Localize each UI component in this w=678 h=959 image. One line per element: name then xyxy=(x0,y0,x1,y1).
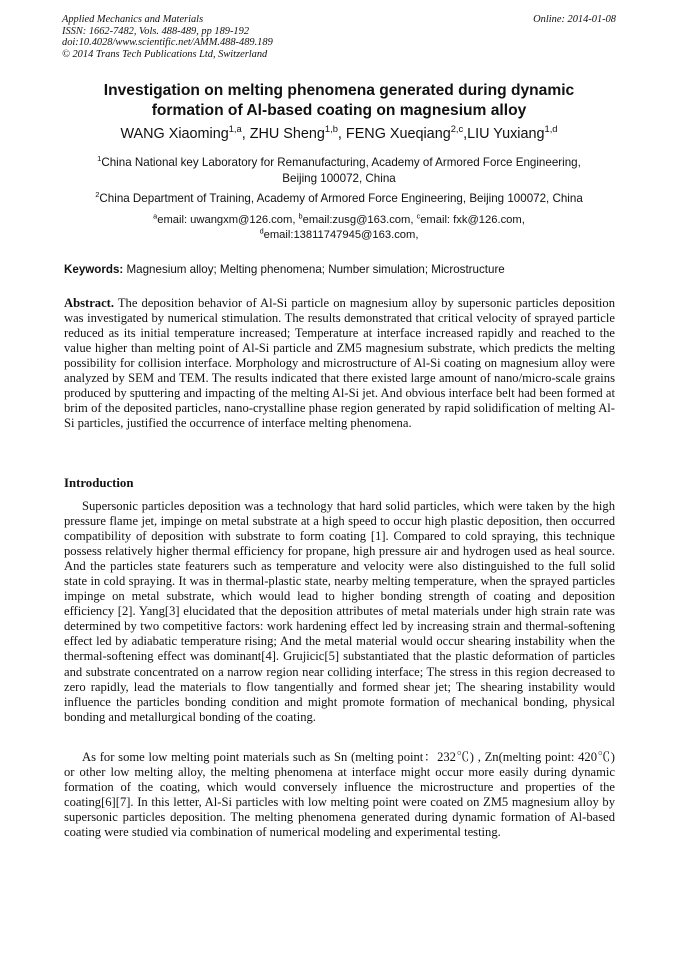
section-heading-introduction: Introduction xyxy=(64,476,134,490)
keywords-text: Magnesium alloy; Melting phenomena; Number simulation; Microstructure xyxy=(123,263,505,276)
journal-header xyxy=(62,14,616,60)
author-name: ZHU Sheng xyxy=(249,126,325,142)
introduction-paragraph-2: As for some low melting point materials such as Sn (melting point：232℃) , Zn(melting point: 420℃) or other low melting alloy, the melting phenomena at interface might occur more easily during dynamic formation of the coating, which would conversely influence the microstructure and properties of the coating[6][7]. In this letter, Al-Si particles with low melting point were coated on ZM5 magnesium alloy by supersonic particles deposition. The melting phenomena generated during dynamic formation of Al-based coating were studied via combination of numerical modeling and experimental testing. xyxy=(64,750,615,840)
email-mark: c xyxy=(416,211,421,221)
email-mark: a xyxy=(153,211,158,221)
author-name: WANG Xiaoming xyxy=(120,126,229,142)
author-affiliation-mark: 1,a xyxy=(228,124,242,135)
email-address: email: uwangxm@126.com, xyxy=(157,214,299,226)
email-list xyxy=(40,213,638,242)
author-list xyxy=(30,125,648,143)
email-mark: b xyxy=(298,211,303,221)
abstract-label: Abstract. xyxy=(64,296,115,310)
author-separator: , xyxy=(241,126,250,142)
email-address: email:13811747945@163.com, xyxy=(263,228,419,241)
email-address: email: fxk@126.com, xyxy=(420,214,525,226)
author-affiliation-mark: 2,c xyxy=(450,124,464,135)
affiliation-text: Beijing 100072, China xyxy=(282,171,396,185)
author-affiliation-mark: 1,b xyxy=(324,124,338,135)
abstract xyxy=(64,296,615,431)
doi: doi:10.4028/www.scientific.net/AMM.488-489.189 xyxy=(62,37,273,49)
issn: ISSN: 1662-7482, Vols. 488-489, pp 189-192 xyxy=(62,25,250,37)
affiliation-text: China Department of Training, Academy of Armored Force Engineering, Beijing 100072, China xyxy=(99,192,583,205)
author-separator: , xyxy=(463,126,468,142)
keywords-label: Keywords: xyxy=(64,263,124,276)
journal-name: Applied Mechanics and Materials xyxy=(62,14,204,25)
author-separator: , xyxy=(337,126,346,142)
introduction-paragraph-1: Supersonic particles deposition was a technology that hard solid particles, which were taken by the high pressure flame jet, impinge on metal substrate at a high speed to occur high plastic deposition, then occurred compatibility of deposition with substrate to form coating [1]. Compared to cold spraying, this technique possess relatively higher thermal efficiency for propane, high pressure air and hydrogen used as heal source. And the particles state featurers such as temperature and velocity were also distinguished to the full solid state in cold spraying. It was in thermal-plastic state, nearby melting temperature, when the sprayed particles impinge on metal substrate, which would lead to higher bonding strength of coating and deposition efficiency [2]. Yang[3] elucidated that the deposition attributes of metal materials under high strain rate was determined by two competitive factors: work hardening effect led by increasing strain and thermal-softening effect led by adiabatic temperature rising; And the metal material would occur shearing instability when the thermal-softening effect was dominant[4]. Grujicic[5] substantiated that the plastic deformation of particles and substrate concentrated on a narrow region near colliding interface; The stress in this region decreased to zero rapidly, lead the materials to flow tangentially and formed shear jet; The shearing instability would influence the particles bonding condition and might promote formation of mechanical bonding, physical bonding and metallurgical bonding of the coating. xyxy=(64,499,615,724)
author-affiliation-mark: 1,d xyxy=(544,124,558,135)
email-address: email:zusg@163.com, xyxy=(302,214,417,226)
keywords xyxy=(64,262,620,277)
affiliation-1 xyxy=(40,155,638,186)
affiliation-text: China National key Laboratory for Remanufacturing, Academy of Armored Force Engineering, xyxy=(101,156,581,169)
paper-title xyxy=(40,81,638,121)
title-line-1: Investigation on melting phenomena generated during dynamic xyxy=(103,82,575,99)
author-name: FENG Xueqiang xyxy=(345,126,451,142)
affiliation-mark: 1 xyxy=(97,154,102,164)
abstract-text: The deposition behavior of Al-Si particle on magnesium alloy by supersonic particles deposition was investigated by numerical stimulation. The results demonstrated that critical velocity of sprayed particle reduced as its initial temperature increased; Temperature at interface increased rapidly and reached to the value higher than melting point of Al-Si particle and ZM5 magnesium substrate, which predicts the melting possibility for collision interface. Morphology and microstructure of Al-Si coating on magnesium alloy were analyzed by SEM and TEM. The results indicated that there existed large amount of nano/micro-scale grains produced by sputtering and impacting of the melting Al-Si jet. And obvious interface belt had been formed at brim of the deposited particles, nano-crystalline phase region generated by rapid solidification of melting Al-Si particles, justified the occurrence of interface melting phenomena. xyxy=(64,296,615,431)
title-line-2: formation of Al-based coating on magnesium alloy xyxy=(151,102,527,119)
online-date: Online: 2014-01-08 xyxy=(533,14,616,25)
affiliation-mark: 2 xyxy=(95,190,100,200)
email-mark: d xyxy=(259,225,264,235)
copyright: © 2014 Trans Tech Publications Ltd, Switzerland xyxy=(62,48,268,60)
affiliation-2 xyxy=(40,191,638,207)
author-name: LIU Yuxiang xyxy=(467,126,545,142)
